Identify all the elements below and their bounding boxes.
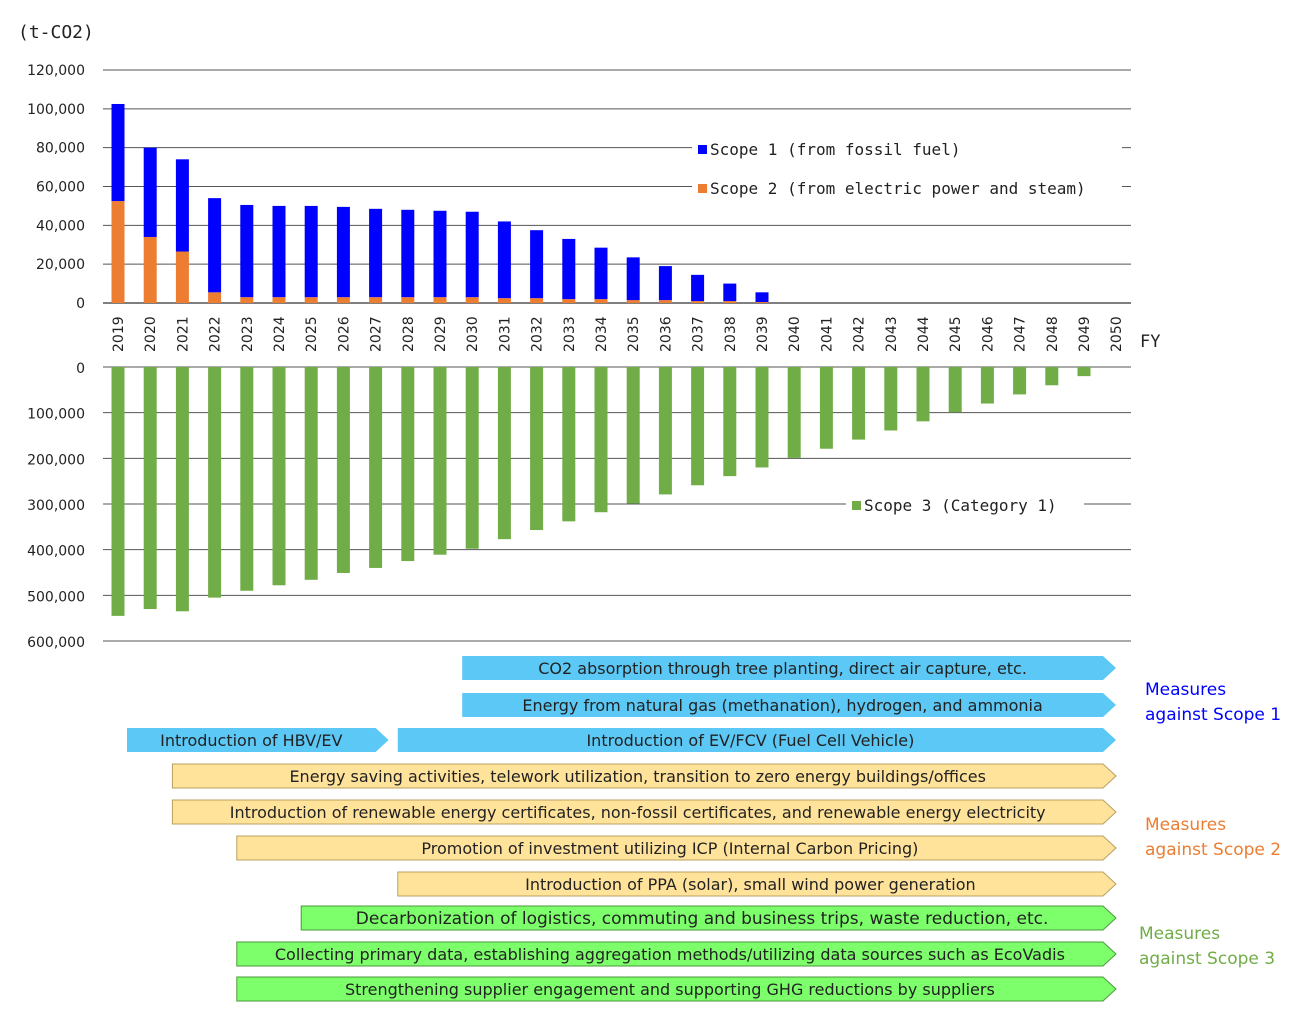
scope3-bar — [659, 367, 672, 494]
year-tick-label: 2033 — [561, 316, 578, 352]
top-tick-label: 0 — [76, 296, 85, 312]
scope2-bar — [176, 252, 189, 303]
scope2-bar — [530, 298, 543, 303]
scope2-bar — [240, 297, 253, 303]
scope3-bar — [144, 367, 157, 609]
legend-swatch — [852, 501, 861, 510]
legend-label: Scope 1 (from fossil fuel) — [710, 140, 961, 159]
scope1-bar — [273, 206, 286, 297]
scope1-bar — [369, 209, 382, 297]
bottom-tick-label: 200,000 — [27, 452, 85, 469]
measure-label: Introduction of PPA (solar), small wind power generation — [525, 875, 976, 894]
scope1-bar — [337, 207, 350, 297]
scope3-bar — [627, 367, 640, 504]
scope1-bar — [401, 210, 414, 297]
scope1-bar — [112, 104, 125, 201]
bottom-tick-label: 100,000 — [27, 406, 85, 423]
scope2-bar — [498, 298, 511, 303]
scope1-bar — [756, 292, 769, 302]
scope3-bar — [498, 367, 511, 539]
scope2-bar — [723, 301, 736, 303]
year-tick-label: 2022 — [207, 316, 224, 352]
top-tick-label: 120,000 — [27, 63, 85, 79]
year-tick-label: 2021 — [175, 316, 192, 352]
scope3-bar — [788, 367, 801, 458]
scope3-bar — [530, 367, 543, 530]
year-tick-label: 2030 — [465, 316, 482, 352]
scope2-bar — [627, 300, 640, 303]
scope3-bar — [466, 367, 479, 549]
scope2-bar — [595, 299, 608, 303]
measures-scope1-line1: Measures — [1145, 680, 1227, 700]
scope2-bar — [434, 297, 447, 303]
scope1-bar — [691, 275, 704, 301]
year-tick-label: 2044 — [916, 316, 932, 352]
year-tick-label: 2026 — [336, 316, 353, 352]
legend-label: Scope 2 (from electric power and steam) — [710, 179, 1086, 198]
top-tick-label: 80,000 — [36, 140, 85, 157]
scope3-bar — [273, 367, 286, 585]
scope3-bar — [208, 367, 221, 598]
year-tick-label: 2031 — [497, 316, 514, 352]
scope1-bar — [723, 284, 736, 301]
measure-label: Introduction of HBV/EV — [160, 731, 343, 750]
legend-swatch — [698, 145, 707, 154]
scope3-bar — [917, 367, 930, 421]
year-tick-label: 2049 — [1077, 316, 1093, 352]
top-tick-label: 60,000 — [36, 179, 85, 196]
year-tick-labels — [111, 316, 1125, 352]
scope3-bar — [1078, 367, 1091, 376]
year-tick-label: 2038 — [722, 316, 739, 352]
bottom-tick-label: 600,000 — [27, 635, 85, 651]
measures-scope2-label — [1145, 813, 1281, 863]
measures-scope1-line2: against Scope 1 — [1145, 705, 1282, 725]
year-tick-label: 2045 — [948, 316, 965, 352]
year-tick-label: 2039 — [755, 316, 771, 352]
bottom-tick-label: 0 — [76, 361, 85, 377]
scope2-bar — [756, 302, 769, 303]
year-tick-label: 2048 — [1044, 316, 1061, 352]
scope3-bar — [691, 367, 704, 485]
legend-label: Scope 3 (Category 1) — [864, 496, 1057, 515]
year-tick-label: 2028 — [400, 316, 417, 352]
year-tick-label: 2019 — [111, 316, 127, 352]
measure-label: Introduction of EV/FCV (Fuel Cell Vehicle) — [586, 731, 915, 750]
scope3-bar — [981, 367, 994, 404]
scope3-bar — [240, 367, 253, 591]
scope1-bar — [305, 206, 318, 297]
scope1-bar — [498, 221, 511, 298]
bottom-tick-label: 300,000 — [27, 498, 85, 514]
year-tick-label: 2047 — [1012, 316, 1029, 352]
year-tick-label: 2037 — [690, 316, 707, 352]
scope2-bar — [144, 237, 157, 303]
scope1-bar — [434, 211, 447, 297]
scope2-bar — [659, 300, 672, 303]
scope3-bar — [369, 367, 382, 568]
scope2-bar — [691, 301, 704, 303]
year-tick-label: 2036 — [658, 316, 675, 352]
scope3-bar — [305, 367, 318, 580]
scope3-bar — [401, 367, 414, 561]
scope2-bar — [208, 292, 221, 303]
measures-scope2-line2: against Scope 2 — [1145, 840, 1282, 860]
x-axis-label: FY — [1140, 332, 1161, 352]
scope1-bar — [659, 266, 672, 300]
scope2-bar — [337, 297, 350, 303]
scope3-bar — [756, 367, 769, 467]
measure-label: Decarbonization of logistics, commuting and business trips, waste reduction, etc. — [355, 909, 1049, 929]
measures-scope3-line1: Measures — [1139, 924, 1221, 944]
measure-label: Promotion of investment utilizing ICP (Internal Carbon Pricing) — [421, 839, 919, 858]
scope1-bar — [627, 257, 640, 300]
scope3-bar — [562, 367, 575, 521]
scope3-bar — [884, 367, 897, 430]
scope1-bar — [176, 159, 189, 251]
top-tick-label: 20,000 — [36, 257, 85, 274]
measures-scope2-line1: Measures — [1145, 815, 1227, 835]
year-tick-label: 2041 — [819, 316, 836, 352]
scope1-bar — [208, 198, 221, 292]
year-tick-label: 2040 — [787, 316, 804, 352]
scope2-bar — [273, 297, 286, 303]
measure-label: Energy from natural gas (methanation), hydrogen, and ammonia — [522, 696, 1043, 715]
legend-swatch — [698, 184, 707, 193]
bottom-tick-label: 400,000 — [27, 543, 85, 560]
scope3-bar — [337, 367, 350, 573]
scope3-bar — [852, 367, 865, 440]
scope3-bar — [949, 367, 962, 412]
year-tick-label: 2035 — [626, 316, 643, 352]
top-tick-label: 40,000 — [36, 218, 85, 235]
scope1-bar — [466, 212, 479, 297]
measure-label: CO2 absorption through tree planting, direct air capture, etc. — [538, 659, 1027, 678]
scope3-bar — [595, 367, 608, 512]
year-tick-label: 2027 — [368, 316, 385, 352]
top-chart-ticks — [27, 63, 85, 312]
scope3-bar — [1013, 367, 1026, 394]
year-tick-label: 2034 — [594, 316, 610, 352]
measure-label: Collecting primary data, establishing aggregation methods/utilizing data sources such as EcoVadis — [274, 945, 1065, 964]
scope2-bar — [562, 299, 575, 303]
measures-scope1-label — [1145, 678, 1281, 728]
scope3-bar — [434, 367, 447, 555]
scope1-bar — [144, 148, 157, 237]
scope2-bar — [466, 297, 479, 303]
scope2-bar — [369, 297, 382, 303]
measure-label: Introduction of renewable energy certificates, non-fossil certificates, and renewable energy electricity — [229, 803, 1046, 822]
measures-scope3-label — [1139, 922, 1275, 972]
year-tick-label: 2020 — [143, 316, 160, 352]
scope3-bar — [112, 367, 125, 616]
scope1-bar — [562, 239, 575, 299]
scope3-bar — [723, 367, 736, 476]
scope2-bar — [112, 201, 125, 303]
year-tick-label: 2025 — [304, 316, 321, 352]
scope3-bar — [820, 367, 833, 449]
year-tick-label: 2024 — [272, 316, 288, 352]
year-tick-label: 2043 — [883, 316, 900, 352]
bottom-tick-label: 500,000 — [27, 589, 85, 606]
year-tick-label: 2042 — [851, 316, 868, 352]
measures-scope3-line2: against Scope 3 — [1139, 949, 1276, 969]
scope2-bar — [305, 297, 318, 303]
scope3-bar — [176, 367, 189, 611]
scope1-bar — [530, 230, 543, 298]
year-tick-label: 2029 — [433, 316, 449, 352]
bottom-chart-ticks — [27, 361, 85, 651]
top-chart-bars — [112, 104, 769, 303]
scope1-bar — [240, 205, 253, 297]
year-tick-label: 2032 — [529, 316, 546, 352]
year-tick-label: 2046 — [980, 316, 997, 352]
unit-label: (t-CO2) — [18, 22, 94, 43]
bottom-chart-bars — [112, 367, 1091, 616]
scope2-bar — [401, 297, 414, 303]
measures-arrows — [127, 656, 1116, 1001]
measure-label: Energy saving activities, telework utilization, transition to zero energy buildings/offices — [289, 767, 986, 786]
year-tick-label: 2023 — [239, 316, 256, 352]
year-tick-label: 2050 — [1109, 316, 1126, 352]
scope3-bar — [1045, 367, 1058, 385]
scope1-bar — [595, 248, 608, 299]
top-tick-label: 100,000 — [27, 101, 85, 118]
measure-label: Strengthening supplier engagement and supporting GHG reductions by suppliers — [344, 980, 995, 999]
